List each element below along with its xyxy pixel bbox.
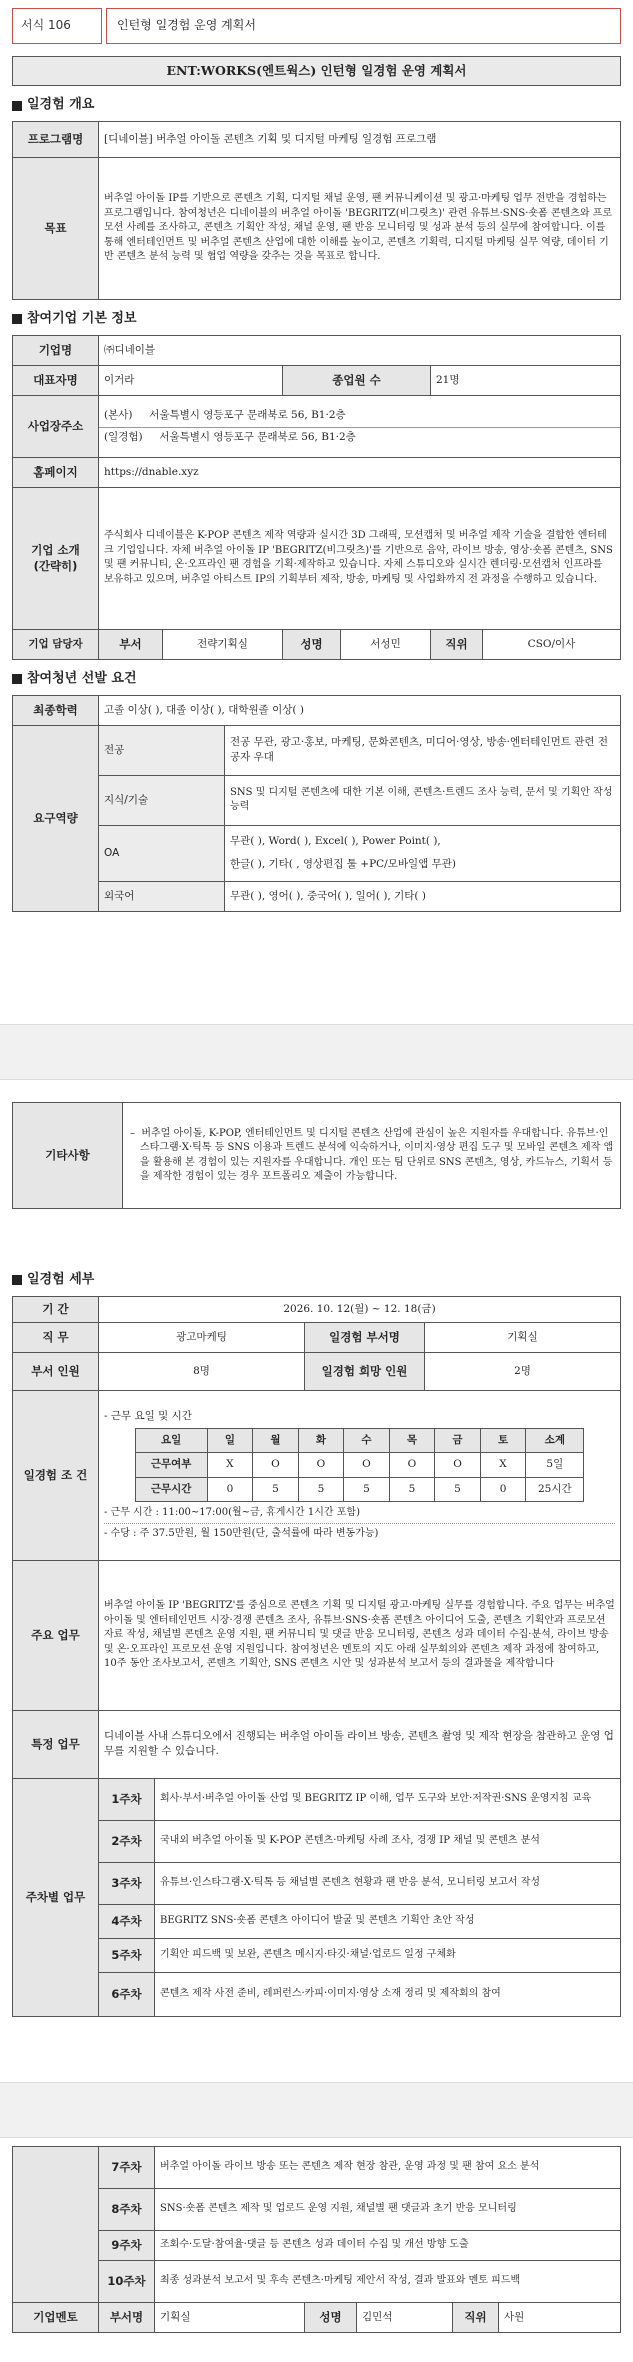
week-task: 기획안 피드백 및 보완, 콘텐츠 메시지·타깃·채널·업로드 일정 구체화	[155, 1938, 621, 1972]
days-cell: 25시간	[526, 1477, 584, 1501]
days-cell: 5	[435, 1477, 481, 1501]
ceo-value: 이거라	[99, 365, 283, 395]
days-cell: 0	[207, 1477, 253, 1501]
dept-staff-label: 부서 인원	[13, 1352, 99, 1390]
manager-dept-label: 부서	[99, 629, 163, 659]
condition-label: 일경험 조 건	[13, 1390, 99, 1560]
homepage-link[interactable]: https://dnable.xyz	[99, 457, 621, 487]
education-value: 고졸 이상( ), 대졸 이상( ), 대학원졸 이상( )	[99, 695, 621, 725]
days-head-cell: 토	[480, 1429, 526, 1453]
week-task: SNS·숏폼 콘텐츠 제작 및 업로드 운영 지원, 채널별 팬 댓글과 초기 반응 모니터링	[155, 2189, 621, 2231]
weekly-duty-label: 주차별 업무	[13, 1778, 99, 2016]
days-head-cell: 소계	[526, 1429, 584, 1453]
weekly-continued-table	[12, 2146, 621, 2333]
section-company-heading: 참여기업 기본 정보	[12, 310, 621, 329]
days-cell: 0	[480, 1477, 526, 1501]
homepage-label: 홈페이지	[13, 457, 99, 487]
square-bullet-icon	[12, 1275, 22, 1285]
condition-value: - 근무 요일 및 시간 요일 일 월 화 수 목 금 토 소계 근무여부 X O O O O O X 5일 근무시간 0 5 5 5 5 5 0 25시간 - 근무 시간 : 11:00~17:00(월~금, 휴게시간 1시간 포함) - 수당 : 주 37.5만원, 월 150만원(단, 출석률에 따라 변동가능)	[99, 1390, 621, 1560]
page-2	[0, 1080, 633, 2082]
week-label: 4주차	[99, 1904, 155, 1938]
week-label: 10주차	[99, 2261, 155, 2303]
intro-label: 기업 소개 (간략히)	[13, 487, 99, 629]
form-title: 인턴형 일경험 운영 계획서	[106, 8, 621, 44]
mentor-name-label: 성명	[305, 2303, 357, 2333]
address-label: 사업장주소	[13, 395, 99, 457]
days-cell: O	[298, 1453, 344, 1477]
days-cell: O	[435, 1453, 481, 1477]
days-cell: X	[207, 1453, 253, 1477]
major-value: 전공 무관, 광고·홍보, 마케팅, 문화콘텐츠, 미디어·영상, 방송·엔터테인먼트 관련 전공자 우대	[225, 725, 621, 775]
week-task: 유튜브·인스타그램·X·틱톡 등 채널별 콘텐츠 현황과 팬 반응 분석, 모니터링 보고서 작성	[155, 1862, 621, 1904]
manager-label: 기업 담당자	[13, 629, 99, 659]
week-task: BEGRITZ SNS·숏폼 콘텐츠 아이디어 발굴 및 콘텐츠 기획안 초안 작성	[155, 1904, 621, 1938]
page-gap	[0, 1024, 633, 1080]
oa-value: 무관( ), Word( ), Excel( ), Power Point( ), 한글( ), 기타( , 영상편집 툴 +PC/모바일앱 무관)	[225, 825, 621, 881]
education-label: 최종학력	[13, 695, 99, 725]
week-task: 최종 성과분석 보고서 및 후속 콘텐츠·마케팅 제안서 작성, 결과 발표와 멘토 피드백	[155, 2261, 621, 2303]
week-task: 국내외 버추얼 아이돌 및 K-POP 콘텐츠·마케팅 사례 조사, 경쟁 IP 채널 및 콘텐츠 분석	[155, 1820, 621, 1862]
mentor-dept-label: 부서명	[99, 2303, 155, 2333]
staff-count-label: 종업원 수	[283, 365, 431, 395]
work-days-table	[135, 1428, 585, 1502]
week-task: 조회수·도달·참여율·댓글 등 콘텐츠 성과 데이터 수집 및 개선 방향 도출	[155, 2231, 621, 2261]
special-duty-label: 특정 업무	[13, 1710, 99, 1778]
days-cell: O	[253, 1453, 299, 1477]
company-name-value: ㈜디네이블	[99, 335, 621, 365]
week-label: 1주차	[99, 1778, 155, 1820]
ability-label: 요구역량	[13, 725, 99, 911]
program-value: [디네이블] 버추얼 아이돌 콘텐츠 기획 및 디지털 마케팅 일경험 프로그램	[99, 121, 621, 157]
goal-label: 목표	[13, 157, 99, 299]
weekly-duty-label-cont	[13, 2147, 99, 2303]
days-row-label: 근무시간	[135, 1477, 207, 1501]
other-value: – 버추얼 아이돌, K-POP, 엔터테인먼트 및 디지털 콘텐츠 산업에 관심이 높은 지원자를 우대합니다. 유튜브·인스타그램·X·틱톡 등 SNS 이용과 트렌드 분석에 익숙하거나, 이미지·영상 편집 도구 및 모바일 콘텐츠 제작 앱을 활용해 본 경험이 있는 지원자를 우대합니다. 개인 또는 팀 단위로 SNS 콘텐츠, 영상, 카드뉴스, 기획서 등을 제작한 경험이 있는 경우 포트폴리오 제출이 가능합니다.	[123, 1103, 621, 1209]
days-head-cell: 요일	[135, 1429, 207, 1453]
manager-dept-value: 전략기획실	[163, 629, 283, 659]
mentor-label: 기업멘토	[13, 2303, 99, 2333]
other-label: 기타사항	[13, 1103, 123, 1209]
days-head-cell: 수	[344, 1429, 390, 1453]
special-duty-value: 디네이블 사내 스튜디오에서 진행되는 버추얼 아이돌 라이브 방송, 콘텐츠 촬영 및 제작 현장을 참관하고 운영 업무를 지원할 수 있습니다.	[99, 1710, 621, 1778]
week-task: 버추얼 아이돌 라이브 방송 또는 콘텐츠 제작 현장 참관, 운영 과정 및 팬 참여 요소 분석	[155, 2147, 621, 2189]
dept-value: 기획실	[425, 1322, 621, 1352]
week-label: 3주차	[99, 1862, 155, 1904]
duty-label: 직 무	[13, 1322, 99, 1352]
section-overview-heading: 일경험 개요	[12, 96, 621, 115]
section-details-heading: 일경험 세부	[12, 1271, 621, 1290]
week-label: 8주차	[99, 2189, 155, 2231]
square-bullet-icon	[12, 101, 22, 111]
week-task: 회사·부서·버추얼 아이돌 산업 및 BEGRITZ IP 이해, 업무 도구와 보안·저작권·SNS 운영지침 교육	[155, 1778, 621, 1820]
want-value: 2명	[425, 1352, 621, 1390]
details-table	[12, 1296, 621, 2017]
days-cell: 5	[253, 1477, 299, 1501]
language-label: 외국어	[99, 881, 225, 911]
document-title: ENT:WORKS(엔트웍스) 인턴형 일경험 운영 계획서	[12, 56, 621, 86]
days-head-cell: 목	[389, 1429, 435, 1453]
period-value: 2026. 10. 12(월) ~ 12. 18(금)	[99, 1296, 621, 1322]
intro-value: 주식회사 디네이블은 K-POP 콘텐츠 제작 역량과 실시간 3D 그래픽, 모션캡처 및 버추얼 제작 기술을 결합한 엔터테크 기업입니다. 자체 버추얼 아이돌 IP 'BEGRITZ(비그릿츠)'를 기반으로 음악, 라이브 방송, 영상·숏폼 콘텐츠, SNS 및 팬 커뮤니티, 온·오프라인 팬 경험을 기획·제작하고 있습니다. 자체 스튜디오와 실시간 렌더링·모션캡처 인프라를 보유하고 있으며, 버추얼 아티스트 IP의 기획부터 제작, 방송, 마케팅 및 사업화까지 전 과정을 수행하고 있습니다.	[99, 487, 621, 629]
square-bullet-icon	[12, 674, 22, 684]
days-cell: X	[480, 1453, 526, 1477]
week-label: 7주차	[99, 2147, 155, 2189]
dept-staff-value: 8명	[99, 1352, 305, 1390]
staff-count-value: 21명	[431, 365, 621, 395]
days-cell: 5일	[526, 1453, 584, 1477]
page-gap	[0, 2082, 633, 2138]
days-cell: 5	[298, 1477, 344, 1501]
week-label: 6주차	[99, 1972, 155, 2016]
ceo-label: 대표자명	[13, 365, 99, 395]
skill-value: SNS 및 디지털 콘텐츠에 대한 기본 이해, 콘텐츠·트렌드 조사 능력, 문서 및 기획안 작성 능력	[225, 775, 621, 825]
goal-value: 버추얼 아이돌 IP를 기반으로 콘텐츠 기획, 디지털 채널 운영, 팬 커뮤니케이션 및 광고·마케팅 업무 전반을 경험하는 프로그램입니다. 참여청년은 디네이블의 버추얼 아이돌 'BEGRITZ(비그릿츠)' 관련 유튜브·SNS·숏폼 콘텐츠와 프로모션 사례를 조사하고, 콘텐츠 기획안 작성, 채널 운영, 팬 반응 모니터링 및 성과 분석 등의 실무에 참여합니다. 이를 통해 엔터테인먼트 및 버추얼 콘텐츠 산업에 대한 이해를 높이고, 콘텐츠 기획력, 디지털 마케팅 실무 역량, 데이터 기반 콘텐츠 분석 능력 및 협업 역량을 갖추는 것을 목표로 합니다.	[99, 157, 621, 299]
week-task: 콘텐츠 제작 사전 준비, 레퍼런스·카피·이미지·영상 소재 정리 및 제작회의 참여	[155, 1972, 621, 2016]
week-label: 2주차	[99, 1820, 155, 1862]
language-value: 무관( ), 영어( ), 중국어( ), 일어( ), 기타( )	[225, 881, 621, 911]
main-duty-value: 버추얼 아이돌 IP 'BEGRITZ'를 중심으로 콘텐츠 기획 및 디지털 광고·마케팅 실무를 경험합니다. 주요 업무는 버추얼 아이돌 및 엔터테인먼트 시장·경쟁 콘텐츠 조사, 유튜브·SNS·숏폼 콘텐츠 아이디어 도출, 콘텐츠 기획안과 프로모션 자료 작성, 채널별 콘텐츠 운영 지원, 팬 커뮤니티 및 댓글 반응 모니터링, 콘텐츠 성과 데이터 수집·분석, 라이브 방송 및 온·오프라인 프로모션 운영 지원입니다. 참여청년은 멘토의 지도 아래 실무회의와 콘텐츠 제작 과정에 참여하고, 10주 동안 조사보고서, 콘텐츠 기획안, SNS 콘텐츠 시안 및 성과분석 보고서 등의 결과물을 제작합니다	[99, 1560, 621, 1710]
form-number: 서식 106	[12, 8, 102, 44]
main-duty-label: 주요 업무	[13, 1560, 99, 1710]
mentor-position-value: 사원	[499, 2303, 621, 2333]
want-label: 일경험 희망 인원	[305, 1352, 425, 1390]
oa-label: OA	[99, 825, 225, 881]
address-work: (일경험) 서울특별시 영등포구 문래북로 56, B1·2층	[104, 430, 356, 443]
other-requirements-table	[12, 1102, 621, 1209]
company-name-label: 기업명	[13, 335, 99, 365]
days-row-label: 근무여부	[135, 1453, 207, 1477]
program-label: 프로그램명	[13, 121, 99, 157]
manager-name-value: 서성민	[341, 629, 431, 659]
period-label: 기 간	[13, 1296, 99, 1322]
manager-name-label: 성명	[283, 629, 341, 659]
page-1	[0, 0, 633, 1024]
days-cell: O	[344, 1453, 390, 1477]
manager-position-value: CSO/이사	[483, 629, 621, 659]
address-value	[99, 395, 621, 457]
week-label: 9주차	[99, 2231, 155, 2261]
dept-label: 일경험 부서명	[305, 1322, 425, 1352]
skill-label: 지식/기술	[99, 775, 225, 825]
days-head-cell: 일	[207, 1429, 253, 1453]
square-bullet-icon	[12, 314, 22, 324]
page-3	[0, 2138, 633, 2362]
mentor-name-value: 김민석	[357, 2303, 453, 2333]
days-cell: 5	[389, 1477, 435, 1501]
address-hq: (본사) 서울특별시 영등포구 문래북로 56, B1·2층	[104, 408, 346, 421]
overview-table	[12, 121, 621, 300]
duty-value: 광고마케팅	[99, 1322, 305, 1352]
major-label: 전공	[99, 725, 225, 775]
requirements-table	[12, 695, 621, 912]
company-table	[12, 335, 621, 660]
days-cell: O	[389, 1453, 435, 1477]
days-cell: 5	[344, 1477, 390, 1501]
days-head-cell: 월	[253, 1429, 299, 1453]
week-label: 5주차	[99, 1938, 155, 1972]
days-head-cell: 금	[435, 1429, 481, 1453]
form-header	[12, 0, 621, 44]
days-head-cell: 화	[298, 1429, 344, 1453]
mentor-position-label: 직위	[453, 2303, 499, 2333]
mentor-dept-value: 기획실	[155, 2303, 305, 2333]
manager-position-label: 직위	[431, 629, 483, 659]
section-requirements-heading: 참여청년 선발 요건	[12, 670, 621, 689]
